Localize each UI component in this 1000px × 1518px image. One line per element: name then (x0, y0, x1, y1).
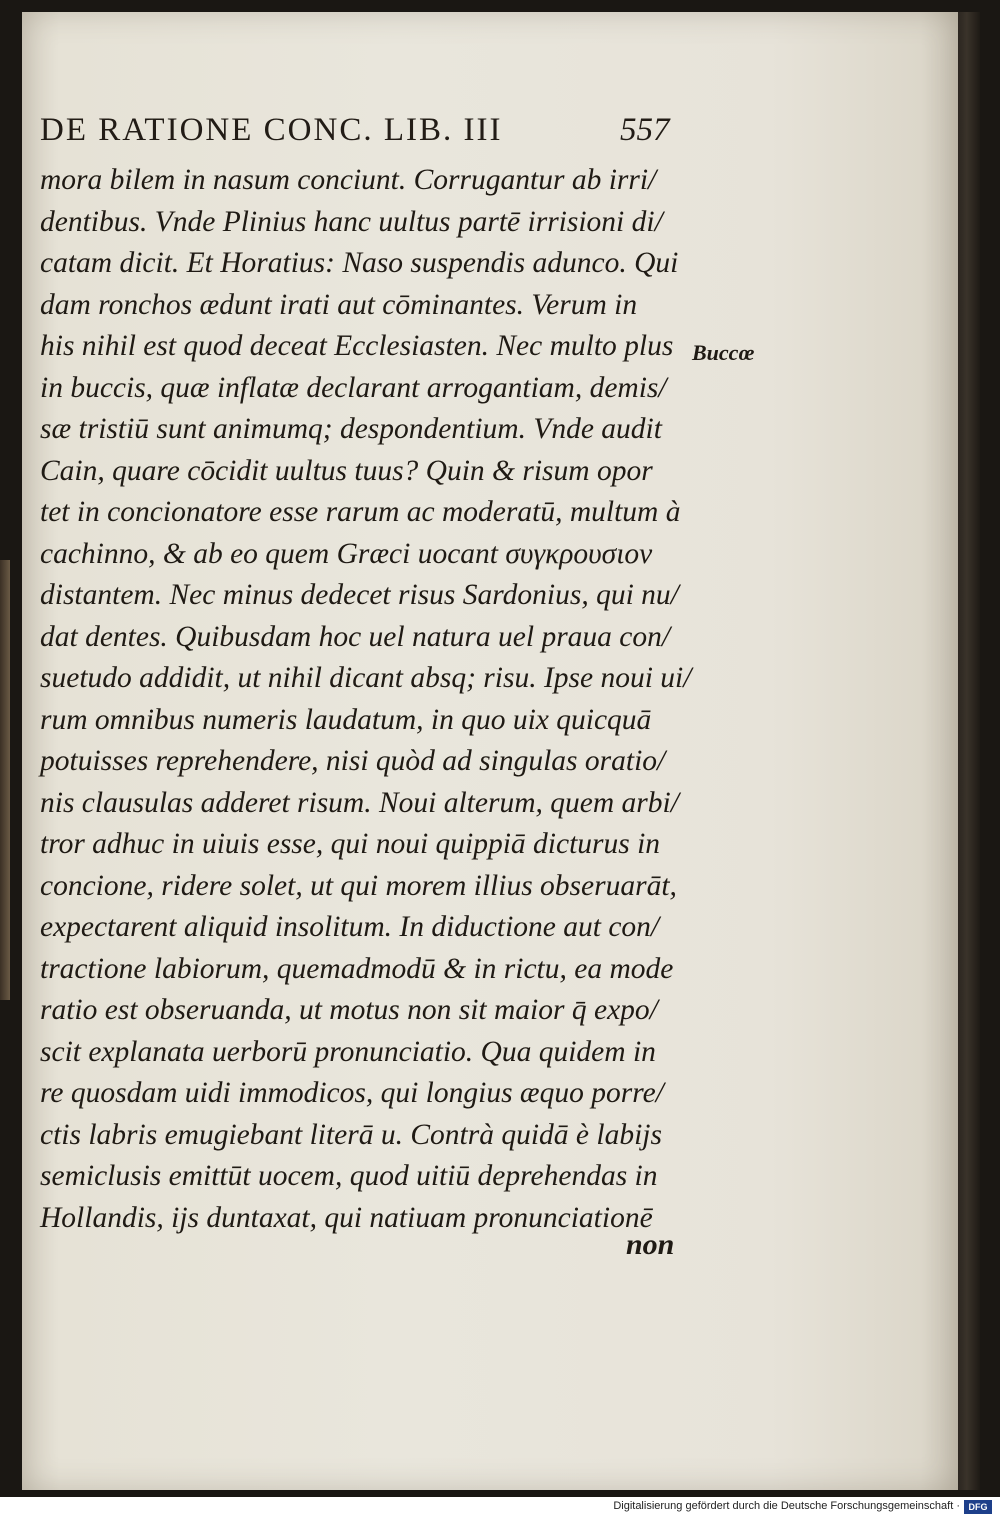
body-text (40, 160, 690, 1239)
text-line: ctis labris emugiebant literā u. Contrà quidā è labijs (40, 1118, 662, 1151)
text-line: Cain, quare cōcidit uultus tuus? Quin & risum opor (40, 454, 653, 487)
text-line: nis clausulas adderet risum. Noui alterum, quem arbi/ (40, 786, 679, 819)
text-line: in buccis, quæ inflatæ declarant arrogantiam, demis/ (40, 371, 667, 404)
text-line: dentibus. Vnde Plinius hanc uultus partē irrisioni di/ (40, 205, 663, 238)
text-line: mora bilem in nasum conciunt. Corrugantur ab irri/ (40, 164, 657, 196)
text-line: sæ tristiū sunt animumq; despondentium. Vnde audit (40, 413, 662, 445)
text-line: rum omnibus numeris laudatum, in quo uix quicquā (40, 703, 652, 736)
text-line: dam ronchos ædunt irati aut cōminantes. Verum in (40, 288, 638, 321)
text-line: concione, ridere solet, ut qui morem illius obseruarāt, (40, 869, 677, 902)
book-edge-right (958, 12, 980, 1490)
text-line: Hollandis, ijs duntaxat, qui natiuam pronunciationē (40, 1201, 653, 1234)
text-line: tror adhuc in uiuis esse, qui noui quippiā dicturus in (40, 828, 661, 860)
text-line: tractione labiorum, quemadmodū & in rictu, ea mode (40, 952, 674, 985)
dfg-logo: DFG (964, 1500, 992, 1514)
text-line: ratio est obseruanda, ut motus non sit maior q̄ expo/ (40, 994, 658, 1026)
running-head: DE RATIONE CONC. LIB. III (40, 112, 503, 148)
text-line: expectarent aliquid insolitum. In diductione aut con/ (40, 911, 660, 943)
text-line: potuisses reprehendere, nisi quòd ad singulas oratio/ (40, 745, 666, 777)
text-line: re quosdam uidi immodicos, qui longius æquo porre/ (40, 1077, 664, 1109)
text-line: distantem. Nec minus dedecet risus Sardonius, qui nu/ (40, 579, 679, 611)
text-line: semiclusis emittūt uocem, quod uitiū deprehendas in (40, 1160, 658, 1192)
footer-bar (0, 1497, 1000, 1518)
catchword: non (626, 1228, 675, 1261)
text-line: suetudo addidit, ut nihil dicant absq; risu. Ipse noui ui/ (40, 662, 692, 694)
digitization-credit: Digitalisierung gefördert durch die Deutsche Forschungsgemeinschaft · (613, 1500, 960, 1512)
marginal-note: Buccœ (692, 340, 755, 365)
text-line: tet in concionatore esse rarum ac moderatū, multum à (40, 496, 681, 528)
text-line: cachinno, & ab eo quem Græci uocant συγκρουσιον (40, 537, 653, 570)
text-line: scit explanata uerborū pronunciatio. Qua quidem in (40, 1035, 656, 1068)
book-edge-left (0, 560, 10, 1000)
text-line: catam dicit. Et Horatius: Naso suspendis adunco. Qui (40, 247, 679, 279)
folio-number: 557 (620, 112, 670, 148)
text-line: his nihil est quod deceat Ecclesiasten. Nec multo plus (40, 330, 674, 362)
text-line: dat dentes. Quibusdam hoc uel natura uel praua con/ (40, 620, 671, 653)
